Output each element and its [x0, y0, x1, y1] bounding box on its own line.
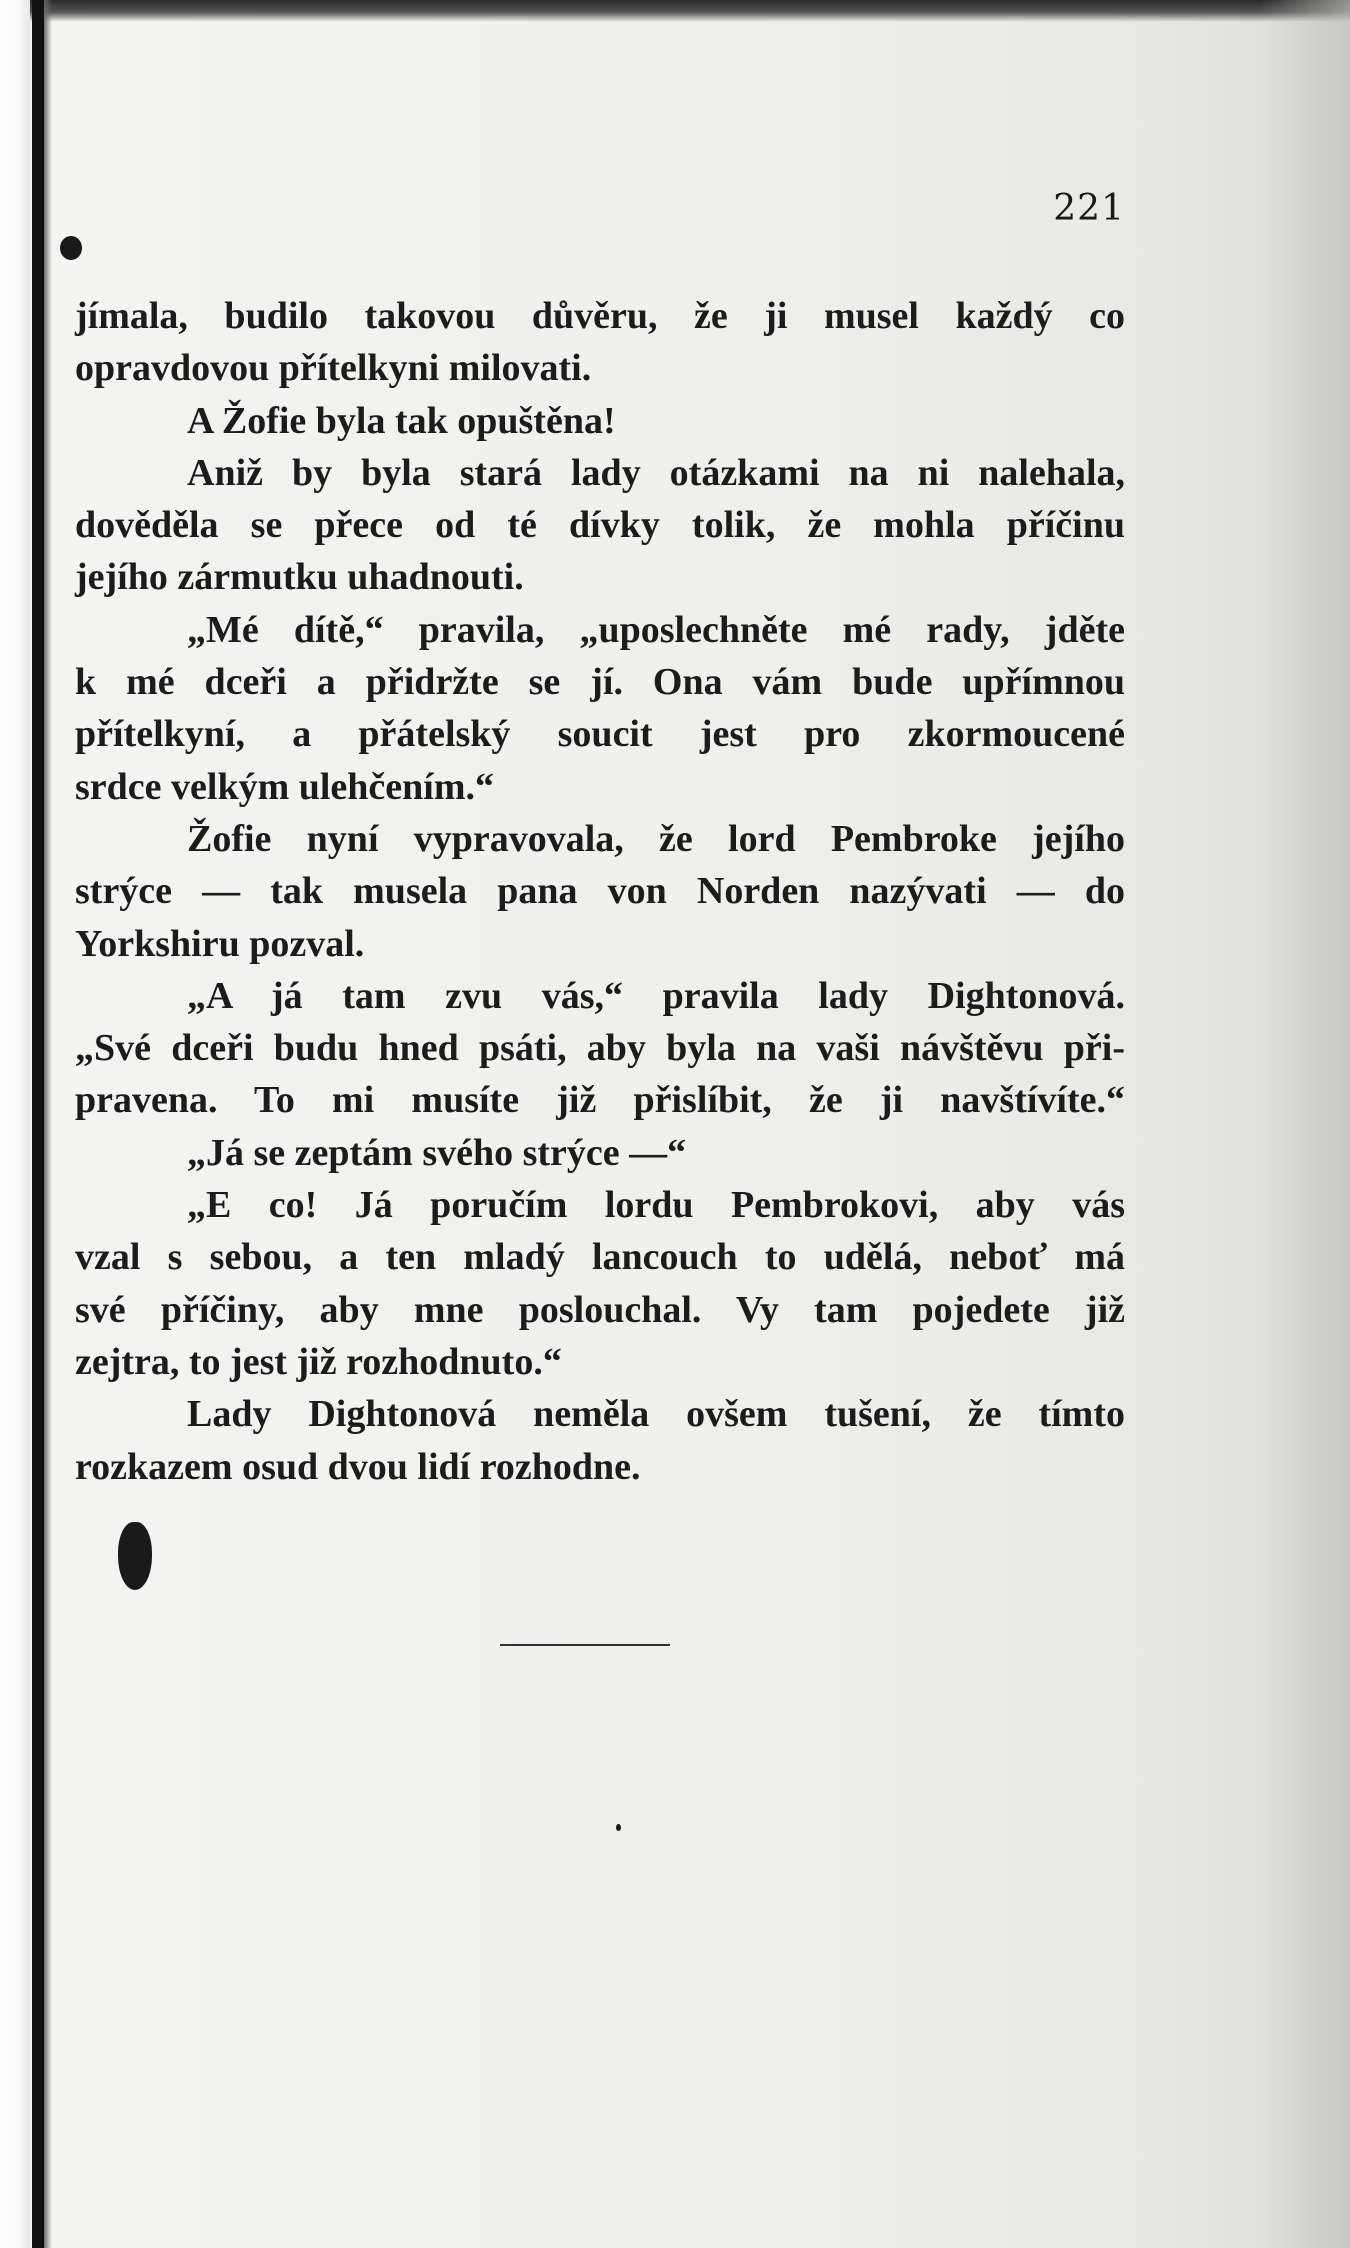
- page-right-shade: [1260, 0, 1350, 2248]
- ink-dot: [616, 1824, 621, 1831]
- text-line: přítelkyní, a přátelský soucit jest pro zkormoucené: [75, 713, 1125, 756]
- text-line: „A já tam zvu vás,“ pravila lady Dightonová.: [187, 974, 1125, 1017]
- text-line: Lady Dightonová neměla ovšem tušení, že tímto: [187, 1393, 1125, 1436]
- page-number: 221: [1053, 188, 1125, 229]
- text-line: „Já se zeptám svého strýce —“: [187, 1131, 687, 1174]
- text-line: své příčiny, aby mne poslouchal. Vy tam pojedete již: [75, 1288, 1125, 1331]
- text-line: strýce — tak musela pana von Norden nazývati — do: [75, 870, 1125, 913]
- text-line: jímala, budilo takovou důvěru, že ji musel každý co: [75, 295, 1125, 337]
- text-line: vzal s sebou, a ten mladý lancouch to udělá, neboť má: [75, 1236, 1125, 1279]
- text-line: srdce velkým ulehčením.“: [75, 765, 495, 808]
- text-line: jejího zármutku uhadnouti.: [75, 556, 524, 599]
- book-spine-gradient: [44, 0, 52, 2248]
- text-line: opravdovou přítelkyni milovati.: [75, 347, 592, 390]
- section-end-rule: [500, 1644, 670, 1646]
- text-line: Yorkshiru pozval.: [75, 922, 365, 965]
- ink-speck: [60, 236, 82, 260]
- ink-blot: [118, 1522, 152, 1590]
- text-line: „Mé dítě,“ pravila, „uposlechněte mé rady, jděte: [187, 608, 1125, 651]
- text-line: „E co! Já poručím lordu Pembrokovi, aby vás: [187, 1184, 1125, 1227]
- text-line: zejtra, to jest již rozhodnuto.“: [75, 1340, 562, 1383]
- text-line: k mé dceři a přidržte se jí. Ona vám bude upřímnou: [75, 661, 1125, 704]
- scan-left-margin: [0, 0, 30, 2248]
- text-line: Aniž by byla stará lady otázkami na ni nalehala,: [187, 451, 1125, 494]
- scan-top-edge: [0, 0, 1350, 22]
- text-line: „Své dceři budu hned psáti, aby byla na vaši návštěvu při-: [75, 1027, 1125, 1070]
- text-line: rozkazem osud dvou lidí rozhodne.: [75, 1445, 641, 1488]
- book-spine-shadow: [32, 0, 44, 2248]
- text-line: dověděla se přece od té dívky tolik, že mohla příčinu: [75, 504, 1125, 547]
- text-line: Žofie nyní vypravovala, že lord Pembroke jejího: [187, 817, 1125, 860]
- page-text: [75, 290, 1125, 1493]
- text-line: pravena. To mi musíte již přislíbit, že ji navštívíte.“: [75, 1079, 1125, 1122]
- text-line: A Žofie byla tak opuštěna!: [187, 399, 616, 442]
